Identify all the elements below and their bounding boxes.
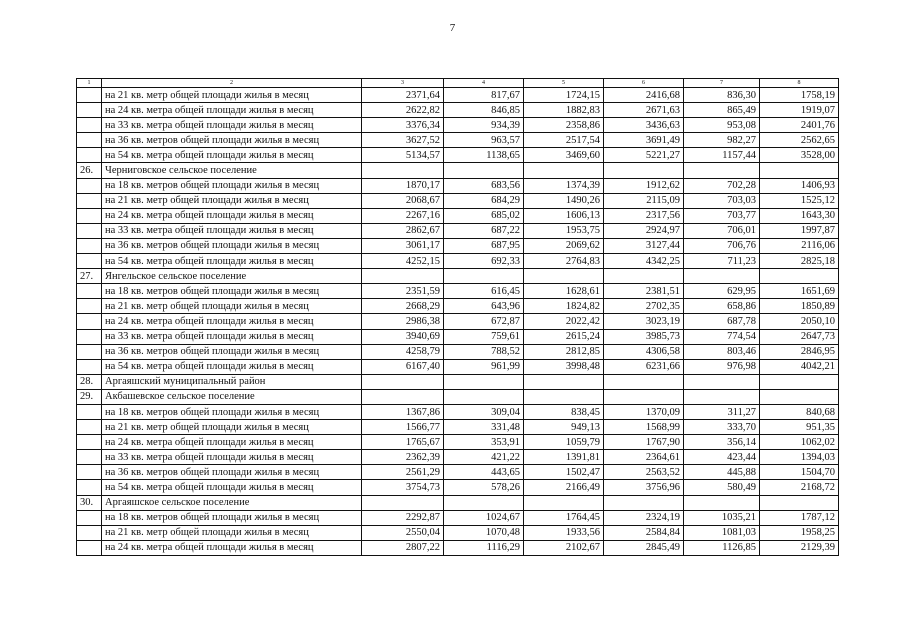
value-cell: 949,13	[524, 420, 604, 435]
row-index	[77, 435, 102, 450]
table-row	[77, 374, 839, 389]
row-index	[77, 284, 102, 299]
value-cell: 1370,09	[604, 404, 684, 419]
table-row	[77, 359, 839, 374]
value-cell: 643,96	[444, 299, 524, 314]
value-cell: 961,99	[444, 359, 524, 374]
row-label: на 18 кв. метров общей площади жилья в месяц	[102, 284, 362, 299]
row-index	[77, 359, 102, 374]
value-cell: 2381,51	[604, 284, 684, 299]
value-cell: 1933,56	[524, 525, 604, 540]
value-cell: 3376,34	[362, 118, 444, 133]
value-cell: 2115,09	[604, 193, 684, 208]
row-label: на 21 кв. метр общей площади жилья в месяц	[102, 299, 362, 314]
row-index	[77, 314, 102, 329]
value-cell	[444, 269, 524, 284]
tariff-table	[76, 78, 839, 556]
value-cell: 951,35	[760, 420, 839, 435]
table-row	[77, 148, 839, 163]
value-cell: 1035,21	[684, 510, 760, 525]
value-cell	[604, 269, 684, 284]
value-cell: 1758,19	[760, 88, 839, 103]
value-cell: 1912,62	[604, 178, 684, 193]
row-label: на 36 кв. метров общей площади жилья в месяц	[102, 133, 362, 148]
row-index	[77, 510, 102, 525]
value-cell	[604, 389, 684, 404]
row-index: 26.	[77, 163, 102, 178]
table-row	[77, 435, 839, 450]
value-cell: 2622,82	[362, 103, 444, 118]
row-index	[77, 178, 102, 193]
value-cell: 2068,67	[362, 193, 444, 208]
value-cell: 3469,60	[524, 148, 604, 163]
value-cell: 2846,95	[760, 344, 839, 359]
value-cell: 953,08	[684, 118, 760, 133]
row-index	[77, 238, 102, 253]
value-cell: 2351,59	[362, 284, 444, 299]
row-index	[77, 540, 102, 555]
value-cell: 3127,44	[604, 238, 684, 253]
value-cell: 706,76	[684, 238, 760, 253]
value-cell: 2812,85	[524, 344, 604, 359]
value-cell: 4342,25	[604, 254, 684, 269]
value-cell: 3023,19	[604, 314, 684, 329]
table-row	[77, 404, 839, 419]
value-cell: 3998,48	[524, 359, 604, 374]
value-cell	[760, 374, 839, 389]
row-label: на 33 кв. метра общей площади жилья в месяц	[102, 450, 362, 465]
value-cell: 3940,69	[362, 329, 444, 344]
table-row	[77, 510, 839, 525]
value-cell	[444, 389, 524, 404]
value-cell: 2401,76	[760, 118, 839, 133]
value-cell: 684,29	[444, 193, 524, 208]
row-label: на 18 кв. метров общей площади жилья в месяц	[102, 510, 362, 525]
row-label: на 36 кв. метров общей площади жилья в месяц	[102, 465, 362, 480]
value-cell: 2292,87	[362, 510, 444, 525]
column-number-row	[77, 79, 839, 88]
value-cell	[760, 269, 839, 284]
table-row	[77, 133, 839, 148]
value-cell: 1764,45	[524, 510, 604, 525]
row-index: 29.	[77, 389, 102, 404]
table-row	[77, 420, 839, 435]
value-cell: 2129,39	[760, 540, 839, 555]
value-cell: 1870,17	[362, 178, 444, 193]
value-cell: 616,45	[444, 284, 524, 299]
column-number-header: 5	[524, 79, 604, 88]
value-cell: 5221,27	[604, 148, 684, 163]
value-cell: 2668,29	[362, 299, 444, 314]
value-cell: 311,27	[684, 404, 760, 419]
value-cell: 687,95	[444, 238, 524, 253]
value-cell: 2702,35	[604, 299, 684, 314]
value-cell: 331,48	[444, 420, 524, 435]
row-label: на 24 кв. метра общей площади жилья в месяц	[102, 435, 362, 450]
page-number: 7	[449, 22, 456, 34]
row-index	[77, 480, 102, 495]
value-cell: 2647,73	[760, 329, 839, 344]
table-row	[77, 389, 839, 404]
value-cell: 1138,65	[444, 148, 524, 163]
value-cell: 703,77	[684, 208, 760, 223]
value-cell: 976,98	[684, 359, 760, 374]
table-row	[77, 103, 839, 118]
value-cell: 3528,00	[760, 148, 839, 163]
column-number-header: 4	[444, 79, 524, 88]
value-cell: 2924,97	[604, 223, 684, 238]
table-row	[77, 450, 839, 465]
row-label: на 36 кв. метров общей площади жилья в месяц	[102, 238, 362, 253]
column-number-header: 8	[760, 79, 839, 88]
row-label: на 18 кв. метров общей площади жилья в месяц	[102, 404, 362, 419]
row-index	[77, 450, 102, 465]
row-label: на 54 кв. метра общей площади жилья в месяц	[102, 254, 362, 269]
value-cell: 6231,66	[604, 359, 684, 374]
value-cell: 2562,65	[760, 133, 839, 148]
value-cell: 423,44	[684, 450, 760, 465]
value-cell: 846,85	[444, 103, 524, 118]
value-cell: 1566,77	[362, 420, 444, 435]
row-label: на 21 кв. метр общей площади жилья в месяц	[102, 420, 362, 435]
value-cell: 1997,87	[760, 223, 839, 238]
row-index	[77, 88, 102, 103]
value-cell: 1059,79	[524, 435, 604, 450]
value-cell	[684, 374, 760, 389]
table-row	[77, 163, 839, 178]
table-row	[77, 540, 839, 555]
value-cell: 6167,40	[362, 359, 444, 374]
table-row	[77, 193, 839, 208]
value-cell	[444, 495, 524, 510]
row-label: на 24 кв. метра общей площади жилья в месяц	[102, 208, 362, 223]
value-cell: 2517,54	[524, 133, 604, 148]
value-cell	[684, 163, 760, 178]
row-index	[77, 193, 102, 208]
value-cell	[362, 495, 444, 510]
value-cell: 1157,44	[684, 148, 760, 163]
value-cell: 672,87	[444, 314, 524, 329]
value-cell: 353,91	[444, 435, 524, 450]
row-label: Аргаяшское сельское поселение	[102, 495, 362, 510]
value-cell: 580,49	[684, 480, 760, 495]
table-row	[77, 495, 839, 510]
value-cell: 1953,75	[524, 223, 604, 238]
value-cell: 2807,22	[362, 540, 444, 555]
value-cell: 982,27	[684, 133, 760, 148]
table-row	[77, 480, 839, 495]
value-cell: 5134,57	[362, 148, 444, 163]
value-cell	[604, 163, 684, 178]
value-cell: 817,67	[444, 88, 524, 103]
value-cell: 2168,72	[760, 480, 839, 495]
value-cell: 788,52	[444, 344, 524, 359]
value-cell	[524, 374, 604, 389]
value-cell: 1628,61	[524, 284, 604, 299]
value-cell: 2022,42	[524, 314, 604, 329]
column-number-header: 7	[684, 79, 760, 88]
value-cell	[524, 389, 604, 404]
value-cell: 840,68	[760, 404, 839, 419]
value-cell: 2116,06	[760, 238, 839, 253]
value-cell: 1568,99	[604, 420, 684, 435]
value-cell: 2317,56	[604, 208, 684, 223]
value-cell	[760, 389, 839, 404]
column-number-header: 2	[102, 79, 362, 88]
table-row	[77, 465, 839, 480]
table-row	[77, 344, 839, 359]
value-cell: 963,57	[444, 133, 524, 148]
row-label: на 24 кв. метра общей площади жилья в месяц	[102, 540, 362, 555]
value-cell	[524, 163, 604, 178]
table-body	[77, 79, 839, 556]
row-index	[77, 208, 102, 223]
value-cell: 687,78	[684, 314, 760, 329]
value-cell: 1765,67	[362, 435, 444, 450]
row-index	[77, 329, 102, 344]
value-cell: 2671,63	[604, 103, 684, 118]
value-cell: 2166,49	[524, 480, 604, 495]
value-cell: 1502,47	[524, 465, 604, 480]
value-cell: 1367,86	[362, 404, 444, 419]
value-cell: 1787,12	[760, 510, 839, 525]
value-cell: 2862,67	[362, 223, 444, 238]
value-cell: 2825,18	[760, 254, 839, 269]
value-cell: 934,39	[444, 118, 524, 133]
value-cell: 421,22	[444, 450, 524, 465]
value-cell: 865,49	[684, 103, 760, 118]
column-number-header: 6	[604, 79, 684, 88]
table-row	[77, 118, 839, 133]
column-number-header: 1	[77, 79, 102, 88]
value-cell	[444, 163, 524, 178]
value-cell: 1406,93	[760, 178, 839, 193]
value-cell: 443,65	[444, 465, 524, 480]
value-cell: 2584,84	[604, 525, 684, 540]
value-cell: 2986,38	[362, 314, 444, 329]
row-label: на 33 кв. метра общей площади жилья в месяц	[102, 223, 362, 238]
row-label: на 24 кв. метра общей площади жилья в месяц	[102, 103, 362, 118]
value-cell: 4042,21	[760, 359, 839, 374]
value-cell: 2845,49	[604, 540, 684, 555]
row-label: на 33 кв. метра общей площади жилья в месяц	[102, 118, 362, 133]
value-cell	[524, 495, 604, 510]
table-row	[77, 314, 839, 329]
row-label: на 36 кв. метров общей площади жилья в месяц	[102, 344, 362, 359]
table-row	[77, 223, 839, 238]
value-cell	[604, 374, 684, 389]
row-index	[77, 148, 102, 163]
value-cell: 1651,69	[760, 284, 839, 299]
value-cell: 1126,85	[684, 540, 760, 555]
value-cell: 2550,04	[362, 525, 444, 540]
value-cell: 1525,12	[760, 193, 839, 208]
value-cell	[362, 163, 444, 178]
value-cell: 1374,39	[524, 178, 604, 193]
value-cell: 2069,62	[524, 238, 604, 253]
value-cell: 2416,68	[604, 88, 684, 103]
value-cell: 3756,96	[604, 480, 684, 495]
value-cell: 838,45	[524, 404, 604, 419]
value-cell: 629,95	[684, 284, 760, 299]
value-cell: 3691,49	[604, 133, 684, 148]
row-label: на 54 кв. метра общей площади жилья в месяц	[102, 480, 362, 495]
row-index	[77, 465, 102, 480]
value-cell: 836,30	[684, 88, 760, 103]
row-label: Акбашевское сельское поселение	[102, 389, 362, 404]
value-cell	[684, 389, 760, 404]
table-row	[77, 269, 839, 284]
row-label: Аргаяшский муниципальный район	[102, 374, 362, 389]
value-cell	[684, 495, 760, 510]
row-index	[77, 118, 102, 133]
value-cell: 1504,70	[760, 465, 839, 480]
value-cell: 4258,79	[362, 344, 444, 359]
value-cell: 4252,15	[362, 254, 444, 269]
value-cell: 1824,82	[524, 299, 604, 314]
value-cell	[362, 389, 444, 404]
value-cell	[604, 495, 684, 510]
value-cell: 356,14	[684, 435, 760, 450]
value-cell: 2102,67	[524, 540, 604, 555]
value-cell: 692,33	[444, 254, 524, 269]
value-cell: 2615,24	[524, 329, 604, 344]
row-index	[77, 299, 102, 314]
value-cell: 3436,63	[604, 118, 684, 133]
value-cell: 774,54	[684, 329, 760, 344]
table-row	[77, 254, 839, 269]
value-cell: 706,01	[684, 223, 760, 238]
row-index	[77, 344, 102, 359]
row-index	[77, 525, 102, 540]
value-cell: 685,02	[444, 208, 524, 223]
value-cell: 3627,52	[362, 133, 444, 148]
value-cell: 1767,90	[604, 435, 684, 450]
row-label: на 18 кв. метров общей площади жилья в месяц	[102, 178, 362, 193]
row-index	[77, 420, 102, 435]
table-row	[77, 525, 839, 540]
value-cell	[444, 374, 524, 389]
value-cell	[760, 495, 839, 510]
row-index: 27.	[77, 269, 102, 284]
value-cell: 2364,61	[604, 450, 684, 465]
value-cell: 2267,16	[362, 208, 444, 223]
row-label: на 54 кв. метра общей площади жилья в месяц	[102, 359, 362, 374]
row-index: 30.	[77, 495, 102, 510]
table-row	[77, 284, 839, 299]
value-cell: 1882,83	[524, 103, 604, 118]
value-cell: 1116,29	[444, 540, 524, 555]
row-label: на 24 кв. метра общей площади жилья в месяц	[102, 314, 362, 329]
value-cell: 2050,10	[760, 314, 839, 329]
row-index	[77, 103, 102, 118]
value-cell: 803,46	[684, 344, 760, 359]
value-cell: 2563,52	[604, 465, 684, 480]
table-row	[77, 178, 839, 193]
value-cell: 1490,26	[524, 193, 604, 208]
value-cell: 2358,86	[524, 118, 604, 133]
value-cell: 578,26	[444, 480, 524, 495]
value-cell: 1919,07	[760, 103, 839, 118]
value-cell: 3985,73	[604, 329, 684, 344]
value-cell: 1643,30	[760, 208, 839, 223]
table-row	[77, 208, 839, 223]
value-cell: 309,04	[444, 404, 524, 419]
value-cell: 2371,64	[362, 88, 444, 103]
value-cell: 1724,15	[524, 88, 604, 103]
value-cell: 1070,48	[444, 525, 524, 540]
value-cell: 2362,39	[362, 450, 444, 465]
value-cell: 1062,02	[760, 435, 839, 450]
row-label: Черниговское сельское поселение	[102, 163, 362, 178]
value-cell: 687,22	[444, 223, 524, 238]
value-cell: 1081,03	[684, 525, 760, 540]
row-index	[77, 133, 102, 148]
value-cell: 1606,13	[524, 208, 604, 223]
value-cell: 4306,58	[604, 344, 684, 359]
value-cell: 1024,67	[444, 510, 524, 525]
value-cell: 683,56	[444, 178, 524, 193]
value-cell: 1850,89	[760, 299, 839, 314]
row-index	[77, 223, 102, 238]
value-cell: 702,28	[684, 178, 760, 193]
value-cell: 2324,19	[604, 510, 684, 525]
value-cell: 1958,25	[760, 525, 839, 540]
value-cell: 3754,73	[362, 480, 444, 495]
value-cell: 1394,03	[760, 450, 839, 465]
value-cell: 333,70	[684, 420, 760, 435]
row-label: на 21 кв. метр общей площади жилья в месяц	[102, 525, 362, 540]
table-row	[77, 88, 839, 103]
value-cell: 2561,29	[362, 465, 444, 480]
row-label: на 54 кв. метра общей площади жилья в месяц	[102, 148, 362, 163]
value-cell: 2764,83	[524, 254, 604, 269]
row-index	[77, 254, 102, 269]
value-cell	[362, 269, 444, 284]
value-cell	[524, 269, 604, 284]
row-label: на 21 кв. метр общей площади жилья в месяц	[102, 88, 362, 103]
table-row	[77, 329, 839, 344]
value-cell: 711,23	[684, 254, 760, 269]
table-row	[77, 299, 839, 314]
table-row	[77, 238, 839, 253]
value-cell: 658,86	[684, 299, 760, 314]
row-index: 28.	[77, 374, 102, 389]
value-cell	[760, 163, 839, 178]
value-cell	[362, 374, 444, 389]
value-cell: 703,03	[684, 193, 760, 208]
value-cell	[684, 269, 760, 284]
row-label: на 33 кв. метра общей площади жилья в месяц	[102, 329, 362, 344]
value-cell: 3061,17	[362, 238, 444, 253]
row-index	[77, 404, 102, 419]
column-number-header: 3	[362, 79, 444, 88]
value-cell: 445,88	[684, 465, 760, 480]
row-label: Янгельское сельское поселение	[102, 269, 362, 284]
row-label: на 21 кв. метр общей площади жилья в месяц	[102, 193, 362, 208]
value-cell: 1391,81	[524, 450, 604, 465]
value-cell: 759,61	[444, 329, 524, 344]
